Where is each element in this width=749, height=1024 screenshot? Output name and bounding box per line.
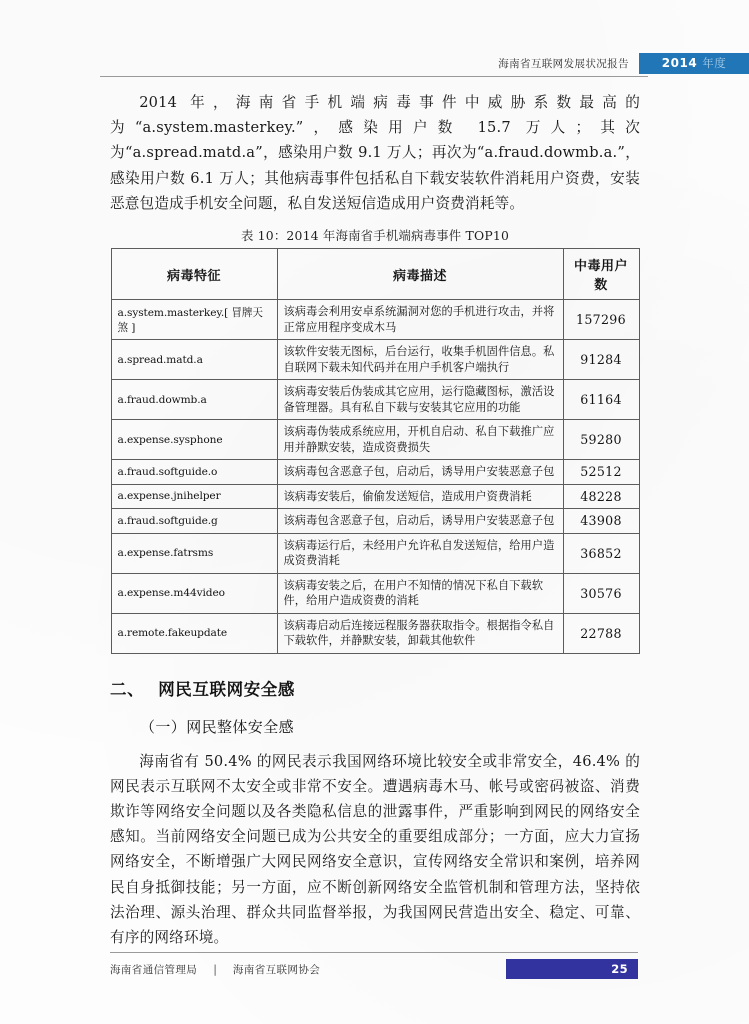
footer-separator: | bbox=[213, 962, 217, 976]
header-title: 海南省互联网发展状况报告 bbox=[498, 57, 629, 70]
column-header-description: 病毒描述 bbox=[277, 249, 563, 300]
footer-org-right: 海南省互联网协会 bbox=[232, 963, 321, 976]
footer-org-left: 海南省通信管理局 bbox=[110, 963, 198, 976]
header-badge-year: 2014 bbox=[661, 56, 698, 70]
table-row bbox=[111, 420, 639, 460]
cell-count: 22788 bbox=[563, 613, 639, 653]
section-heading bbox=[110, 676, 640, 700]
page-content bbox=[110, 90, 640, 950]
table-row bbox=[111, 509, 639, 534]
table-caption: 表 10：2014 年海南省手机端病毒事件 TOP10 bbox=[240, 228, 510, 244]
table-row bbox=[111, 380, 639, 420]
table-header bbox=[111, 249, 639, 300]
page-number-badge bbox=[506, 959, 638, 979]
intro-paragraph: 2014 年，海南省手机端病毒事件中威胁系数最高的为“a.system.masterkey.”，感染用户数 15.7 万人；其次为“a.spread.matd.a”，感染用户数 9.1 万人；再次为“a.fraud.dowmb.a.”，感染用户数 6.1 万人；其他病毒事件包括私自下载安装软件消耗用户资费，安装恶意包造成手机安全问题，私自发送短信造成用户资费消耗等。 bbox=[110, 94, 640, 212]
column-header-feature: 病毒特征 bbox=[111, 249, 277, 300]
column-header-count: 中毒用户数 bbox=[563, 249, 639, 300]
cell-feature: a.expense.sysphone bbox=[111, 420, 277, 460]
closing-paragraph: 海南省有 50.4% 的网民表示我国网络环境比较安全或非常安全，46.4% 的网民表示互联网不太安全或非常不安全。遭遇病毒木马、帐号或密码被盗、消费欺诈等网络安全问题以及各类隐私信息的泄露事件，严重影响到网民的网络安全感知。当前网络安全问题已成为公共安全的重要组成部分；一方面，应大力宣扬网络安全，不断增强广大网民网络安全意识，宣传网络安全常识和案例，培养网民自身抵御技能；另一方面，应不断创新网络安全监管机制和管理方法，坚持依法治理、源头治理、群众共同监督举报，为我国网民营造出安全、稳定、可靠、有序的网络环境。 bbox=[110, 752, 640, 946]
page-header bbox=[98, 52, 749, 76]
cell-count: 157296 bbox=[563, 300, 639, 340]
table-row bbox=[111, 533, 639, 573]
cell-count: 52512 bbox=[563, 460, 639, 485]
cell-count: 43908 bbox=[563, 509, 639, 534]
cell-description: 该病毒安装之后，在用户不知情的情况下私自下载软件，给用户造成资费的消耗 bbox=[277, 573, 563, 613]
section-number: 二、 bbox=[110, 679, 145, 699]
cell-count: 91284 bbox=[563, 340, 639, 380]
footer-divider bbox=[110, 952, 638, 953]
cell-feature: a.system.masterkey.[ 冒牌天煞 ] bbox=[111, 300, 277, 340]
table-row bbox=[111, 613, 639, 653]
subsection-heading: （一）网民整体安全感 bbox=[140, 717, 295, 736]
cell-feature: a.remote.fakeupdate bbox=[111, 613, 277, 653]
header-divider bbox=[100, 76, 648, 77]
cell-description: 该病毒包含恶意子包，启动后，诱导用户安装恶意子包 bbox=[277, 460, 563, 485]
table-header-row bbox=[111, 249, 639, 300]
cell-count: 36852 bbox=[563, 533, 639, 573]
cell-count: 61164 bbox=[563, 380, 639, 420]
table-row bbox=[111, 573, 639, 613]
table-row bbox=[111, 460, 639, 485]
section-title: 网民互联网安全感 bbox=[158, 679, 296, 699]
cell-count: 30576 bbox=[563, 573, 639, 613]
table-row bbox=[111, 340, 639, 380]
cell-description: 该软件安装无图标，后台运行，收集手机固件信息。私自联网下载未知代码并在用户手机客户端执行 bbox=[277, 340, 563, 380]
page-footer bbox=[110, 958, 638, 980]
header-year-badge bbox=[639, 53, 749, 74]
cell-count: 59280 bbox=[563, 420, 639, 460]
cell-feature: a.expense.jnihelper bbox=[111, 484, 277, 509]
cell-feature: a.fraud.softguide.o bbox=[111, 460, 277, 485]
cell-description: 该病毒会利用安卓系统漏洞对您的手机进行攻击，并将正常应用程序变成木马 bbox=[277, 300, 563, 340]
cell-description: 该病毒运行后，未经用户允许私自发送短信，给用户造成资费消耗 bbox=[277, 533, 563, 573]
cell-description: 该病毒伪装成系统应用，开机自启动、私自下载推广应用并静默安装，造成资费损失 bbox=[277, 420, 563, 460]
cell-description: 该病毒包含恶意子包，启动后，诱导用户安装恶意子包 bbox=[277, 509, 563, 534]
header-badge-period: 年度 bbox=[702, 56, 727, 70]
cell-description: 该病毒启动后连接远程服务器获取指令。根据指令私自下载软件，并静默安装，卸载其他软件 bbox=[277, 613, 563, 653]
cell-feature: a.spread.matd.a bbox=[111, 340, 277, 380]
table-row bbox=[111, 300, 639, 340]
cell-description: 该病毒安装后伪装成其它应用，运行隐藏图标，激活设备管理器。具有私自下载与安装其它应用的功能 bbox=[277, 380, 563, 420]
table-row bbox=[111, 484, 639, 509]
cell-description: 该病毒安装后，偷偷发送短信，造成用户资费消耗 bbox=[277, 484, 563, 509]
cell-feature: a.fraud.dowmb.a bbox=[111, 380, 277, 420]
cell-count: 48228 bbox=[563, 484, 639, 509]
table-body bbox=[111, 300, 639, 654]
virus-top10-table bbox=[111, 248, 640, 654]
page-number: 25 bbox=[611, 962, 628, 976]
cell-feature: a.expense.m44video bbox=[111, 573, 277, 613]
cell-feature: a.expense.fatrsms bbox=[111, 533, 277, 573]
cell-feature: a.fraud.softguide.g bbox=[111, 509, 277, 534]
